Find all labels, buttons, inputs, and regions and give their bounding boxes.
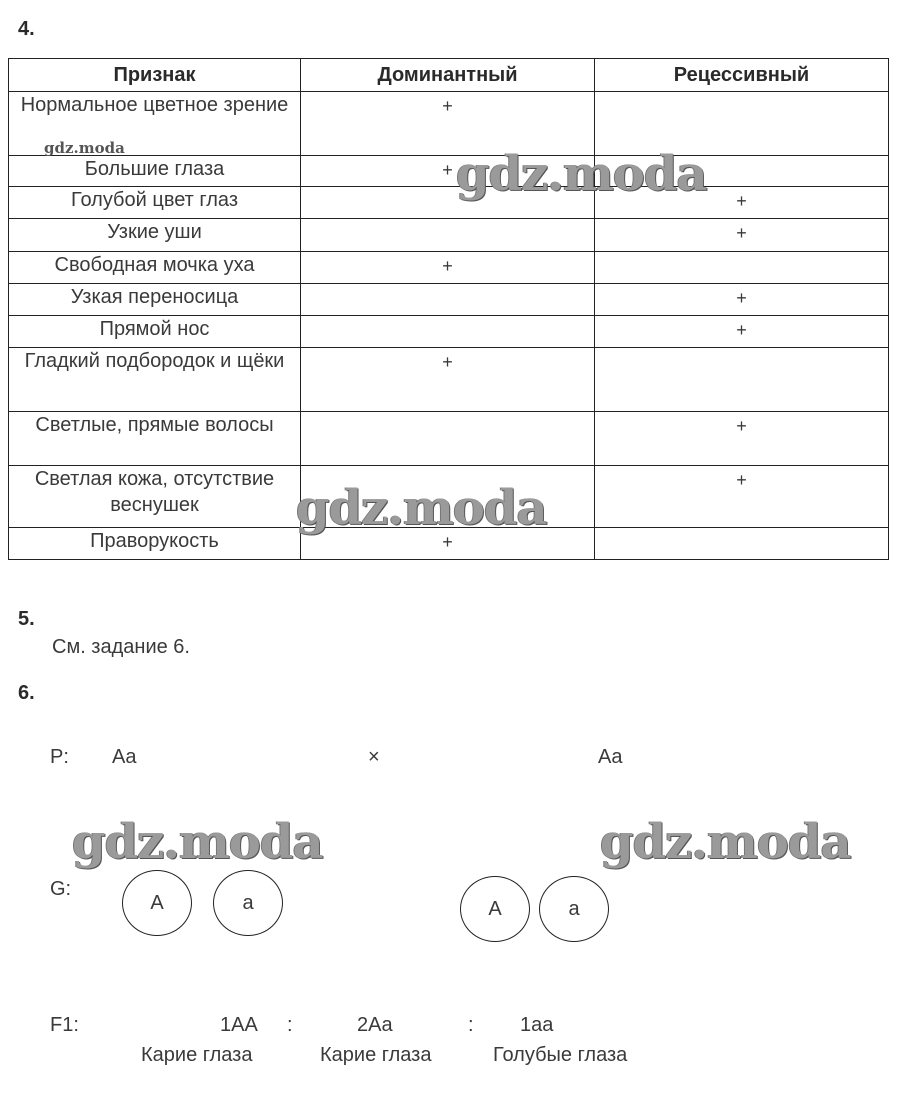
- table-row: [9, 528, 889, 560]
- dominant-cell: +: [301, 348, 595, 412]
- task4-number: 4.: [18, 18, 35, 40]
- table-header-row: [9, 59, 889, 92]
- recessive-cell: [595, 92, 889, 156]
- recessive-cell: +: [595, 187, 889, 219]
- table-row: [9, 219, 889, 252]
- gamete-label: a: [242, 891, 254, 914]
- ratio-separator: :: [287, 1014, 293, 1036]
- task5-text: См. задание 6.: [52, 636, 190, 658]
- task5-number: 5.: [18, 608, 35, 630]
- genotype-3: 1aa: [520, 1014, 554, 1036]
- phenotype-3: Голубые глаза: [493, 1044, 628, 1066]
- table-row: [9, 284, 889, 316]
- trait-cell: Светлая кожа, отсутствие веснушек: [9, 466, 301, 528]
- watermark-logo: gdz.moda: [72, 814, 323, 870]
- gamete-circle: [122, 870, 192, 936]
- header-dominant: Доминантный: [301, 59, 595, 92]
- header-recessive: Рецессивный: [595, 59, 889, 92]
- gamete-label: a: [568, 897, 580, 920]
- phenotype-2: Карие глаза: [320, 1044, 432, 1066]
- watermark-logo: gdz.moda: [296, 480, 547, 536]
- dominant-cell: [301, 219, 595, 252]
- recessive-cell: [595, 528, 889, 560]
- table-row: [9, 252, 889, 284]
- task6-number: 6.: [18, 682, 35, 704]
- trait-cell: Голубой цвет глаз: [9, 187, 301, 219]
- dominant-cell: [301, 284, 595, 316]
- phenotype-1: Карие глаза: [141, 1044, 253, 1066]
- recessive-cell: [595, 156, 889, 187]
- watermark-small: gdz.moda: [44, 139, 125, 157]
- genotype-1: 1AA: [220, 1014, 258, 1036]
- watermark-logo: gdz.moda: [456, 146, 707, 202]
- cross-symbol: ×: [368, 746, 380, 768]
- p-label: P:: [50, 746, 69, 768]
- trait-cell: Нормальное цветное зрение: [9, 92, 301, 156]
- recessive-cell: +: [595, 466, 889, 528]
- parent2-genotype: Aa: [598, 746, 623, 768]
- recessive-cell: +: [595, 316, 889, 348]
- genotype-2: 2Aa: [357, 1014, 393, 1036]
- ratio-separator: :: [468, 1014, 474, 1036]
- gamete-circle: [539, 876, 609, 942]
- table-row: [9, 92, 889, 156]
- traits-table: [8, 58, 889, 560]
- f1-label: F1:: [50, 1014, 79, 1036]
- table-row: [9, 187, 889, 219]
- table-row: [9, 412, 889, 466]
- table-row: [9, 316, 889, 348]
- recessive-cell: +: [595, 284, 889, 316]
- trait-cell: Узкая переносица: [9, 284, 301, 316]
- trait-cell: Праворукость: [9, 528, 301, 560]
- trait-cell: Гладкий подбородок и щёки: [9, 348, 301, 412]
- trait-cell: Узкие уши: [9, 219, 301, 252]
- dominant-cell: [301, 412, 595, 466]
- trait-cell: Свободная мочка уха: [9, 252, 301, 284]
- table-row: [9, 156, 889, 187]
- recessive-cell: [595, 348, 889, 412]
- dominant-cell: +: [301, 92, 595, 156]
- gamete-label: A: [488, 897, 502, 920]
- gamete-circle: [213, 870, 283, 936]
- dominant-cell: +: [301, 528, 595, 560]
- header-trait: Признак: [9, 59, 301, 92]
- dominant-cell: +: [301, 156, 595, 187]
- recessive-cell: +: [595, 219, 889, 252]
- g-label: G:: [50, 878, 72, 900]
- gamete-label: A: [150, 891, 164, 914]
- gamete-circle: [460, 876, 530, 942]
- dominant-cell: [301, 466, 595, 528]
- dominant-cell: +: [301, 252, 595, 284]
- dominant-cell: [301, 187, 595, 219]
- trait-cell: Светлые, прямые волосы: [9, 412, 301, 466]
- table-row: [9, 466, 889, 528]
- parent1-genotype: Aa: [112, 746, 137, 768]
- recessive-cell: +: [595, 412, 889, 466]
- dominant-cell: [301, 316, 595, 348]
- table-row: [9, 348, 889, 412]
- trait-cell: Прямой нос: [9, 316, 301, 348]
- recessive-cell: [595, 252, 889, 284]
- trait-cell: Большие глаза: [9, 156, 301, 187]
- watermark-logo: gdz.moda: [600, 814, 851, 870]
